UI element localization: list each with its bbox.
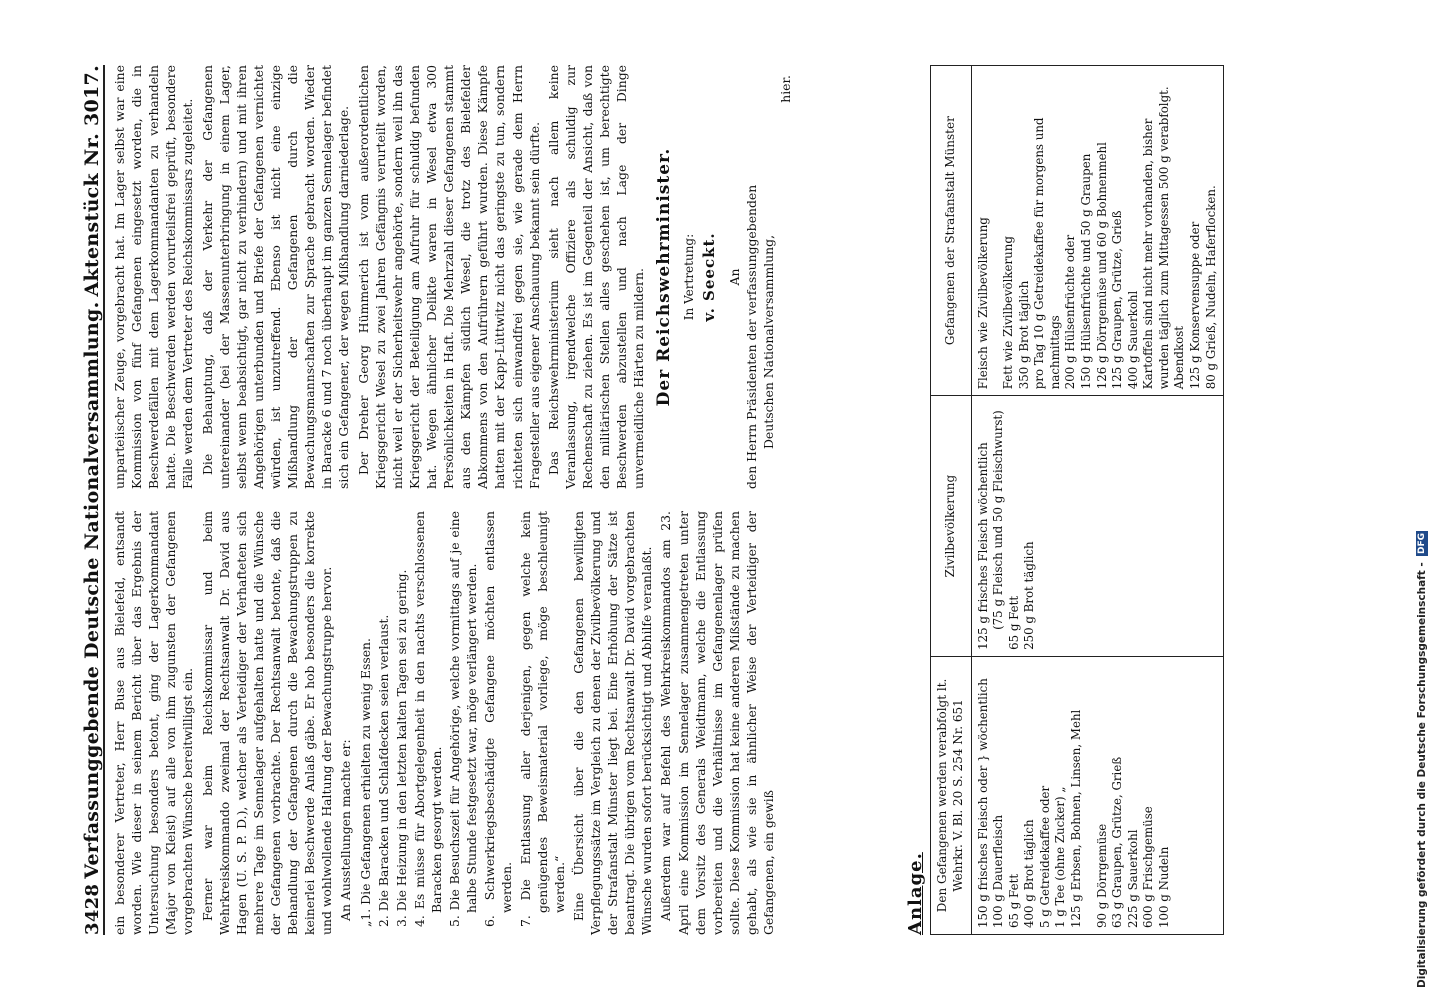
digitization-note: Digitalisierung gefördert durch die Deutsche Forschungsgemeinschaft -	[1416, 562, 1428, 988]
list-item: „1. Die Gefangenen erhielten zu wenig Essen.	[357, 638, 373, 927]
ration-line: 150 g frisches Fleisch oder } wöchentlich	[975, 678, 990, 928]
ration-line: 225 g Sauerkohl	[1125, 829, 1140, 928]
paragraph: An Ausstellungen machte er:	[338, 739, 354, 921]
addressee-line: den Herrn Präsidenten der verfassunggebenden	[744, 184, 760, 489]
ration-table	[930, 65, 1224, 935]
anlage-section	[905, 65, 1255, 935]
paragraph: Ferner war beim Reichskommissar und beim Wehrkreiskommando zweimal der Rechtsanwalt Dr. David aus Hagen (U. S. P. D.), welcher als Verteidiger der Verhafteten sich mehrere Tage im Sennelager aufgehalten hatte und die Wünsche der Gefangenen vorbrachte. Der Rechtsanwalt betonte, daß die Behandlung der Gefangenen durch die Bewachungstruppen zu keinerlei Beschwerde Anlaß gäbe. Er hob besonders die korrekte und wohlwollende Haltung der Bewachungstruppe hervor.	[199, 511, 335, 935]
address-hier: hier.	[778, 75, 794, 103]
address-an: An	[727, 268, 743, 286]
signature-block	[653, 65, 720, 489]
text-columns	[111, 65, 901, 935]
ration-line: 90 g Dörrgemüse	[1094, 823, 1109, 928]
right-column	[111, 65, 901, 489]
ration-line: 1 g Tee (ohne Zucker) „	[1053, 786, 1068, 928]
ration-line: 100 g Dauerfleisch	[991, 814, 1006, 928]
digitization-credit	[1412, 12, 1432, 988]
paragraph: Das Reichswehrministerium sieht nach allem keine Veranlassung, irgendwelche Offiziere als schuldig zur Rechenschaft zu ziehen. Es ist im Gegenteil der Ansicht, daß von den militärischen Stellen alles geschehen ist, um berechtigte Beschwerden abzustellen und nach Lage der Dinge unvermeidliche Härten zu mildern.	[545, 65, 647, 489]
page-title: Verfassunggebende Deutsche Nationalversammlung.	[81, 301, 103, 879]
ration-line: Abendkost	[1172, 325, 1187, 390]
ration-line: 125 g Erbsen, Bohnen, Linsen, Mehl	[1069, 709, 1084, 928]
anlage-title: Anlage.	[905, 852, 926, 935]
dfg-logo-icon: DFG	[1417, 533, 1427, 555]
list-item: 5. Die Besuchszeit für Angehörige, welche vormittags auf je eine halbe Stunde festgesetzt war, möge verlängert werden.	[447, 511, 480, 927]
table-header: Gefangenen der Strafanstalt Münster	[931, 66, 972, 396]
list-item: 3. Die Heizung in den letzten kalten Tagen sei zu gering.	[393, 569, 409, 927]
table-cell-strafanstalt	[971, 66, 1223, 396]
page-header	[73, 65, 105, 935]
paragraph: Eine Übersicht über die den Gefangenen bewilligten Verpflegungssätze im Vergleich zu denen der Zivilbevölkerung und der Strafanstalt Münster liegt bei. Eine Erhöhung der Sätze ist beantragt. Die übrigen vom Rechtsanwalt Dr. David vorgebrachten Wünsche wurden sofort berücksichtigt und Abhilfe veranlaßt.	[570, 511, 655, 935]
ration-spacer	[1085, 663, 1095, 928]
ration-line: 80 g Grieß, Nudeln, Haferflocken.	[1203, 185, 1218, 390]
signature-name: v. Seeckt.	[700, 232, 719, 322]
ration-line: 65 g Fett	[1006, 873, 1021, 928]
ration-line: 65 g Fett	[1006, 595, 1021, 650]
minister-title: Der Reichswehrminister.	[654, 147, 675, 407]
ration-line: Fett wie Zivilbevölkerung	[1001, 236, 1016, 390]
ration-line: 200 g Hülsenfrüchte oder	[1063, 234, 1078, 390]
ration-line: 150 g Hülsenfrüchte und 50 g Graupen	[1079, 153, 1094, 390]
ration-line: (75 g Fleisch und 50 g Fleischwurst)	[991, 410, 1006, 630]
paragraph: Der Dreher Georg Hümmerich ist vom außerordentlichen Kriegsgericht Wesel zu zwei Jahren Gefängnis verurteilt worden, nicht weil er der Sicherheitswehr angehörte, sondern weil ihn das Kriegsgericht der Beteiligung am Aufruhr für schuldig befunden hat. Wegen ähnlicher Delikte waren in Wesel etwa 300 Persönlichkeiten in Haft. Die Mehrzahl dieser Gefangenen stammt aus den Kämpfen südlich Wesel, die trotz des Bielefelder Abkommens von den Aufrührern geführt wurden. Diese Kämpfe hatten mit der Kapp-Lüttwitz nicht das geringste zu tun, sondern richteten sich einwandfrei gegen sie, wie gerade dem Herrn Fragesteller aus eigener Anschauung bekannt sein dürfte.	[355, 65, 542, 489]
ration-line: 63 g Graupen, Grütze, Grieß	[1110, 756, 1125, 928]
ration-line: 600 g Frischgemüse	[1141, 806, 1156, 928]
table-cell-civilians	[971, 396, 1223, 657]
ration-line: 400 g Brot täglich	[1022, 819, 1037, 928]
vertretung-label: In Vertretung:	[681, 233, 696, 321]
ration-line: 5 g Getreidekaffee oder	[1037, 785, 1052, 928]
list-item: 7. Die Entlassung aller derjenigen, gegen welche kein genügendes Beweismaterial vorliege, möge beschleunigt werden.“	[517, 511, 567, 927]
ration-line: 250 g Brot täglich	[1022, 541, 1037, 650]
table-cell-prisoners	[971, 656, 1223, 934]
ration-line: 125 g Graupen, Grütze, Grieß	[1110, 210, 1125, 390]
rotated-document-page	[55, 35, 1415, 965]
ration-line: 100 g Nudeln	[1156, 846, 1171, 928]
left-column	[111, 511, 901, 935]
list-item: 4. Es müsse für Abortgelegenheit in den nachts verschlossenen Baracken gesorgt werden.	[411, 511, 444, 927]
ration-line: 125 g frisches Fleisch wöchentlich	[975, 442, 990, 650]
list-item: 6. Schwerkriegsbeschädigte Gefangene möchten entlassen werden.	[482, 511, 515, 927]
ration-line: 350 g Brot täglich	[1016, 280, 1031, 390]
table-header: Zivilbevölkerung	[931, 396, 972, 657]
ration-line: 400 g Sauerkohl	[1125, 290, 1140, 390]
ration-line: Fleisch wie Zivilbevölkerung	[975, 217, 990, 390]
ration-spacer	[991, 72, 1001, 389]
ration-line: Kartoffeln sind nicht mehr vorhanden, bisher wurden täglich zum Mittagessen 500 g verabfolgt.	[1141, 86, 1171, 390]
page-number: 3428	[82, 883, 103, 935]
table-header: Den Gefangenen werden verabfolgt lt. Wehrkr. V. Bl. 20 S. 254 Nr. 651	[931, 656, 972, 934]
complaints-list	[357, 511, 568, 935]
list-item: 2. Die Baracken und Schlafdecken seien verlaust.	[375, 614, 391, 927]
document-number: Aktenstück Nr. 3017.	[81, 65, 103, 297]
ration-line: 126 g Dörrgemüse und 60 g Bohnenmehl	[1094, 142, 1109, 390]
addressee-line: Deutschen Nationalversammlung,	[761, 234, 777, 449]
paragraph: Außerdem war auf Befehl des Wehrkreiskommandos am 23. April eine Kommission im Sennelager zusammengetreten unter dem Vorsitz des Generals Weidtmann, welche die Entlassung vorbereiten und die Verhältnisse im Gefangenenlager prüfen sollte. Diese Kommission hat keine anderen Mißstände zu machen gehabt, als wie sie in ähnlicher Weise der Verteidiger der Gefangenen, ein gewiß	[658, 511, 777, 935]
ration-line: 125 g Konservensuppe oder	[1187, 221, 1202, 390]
paragraph: Die Behauptung, daß der Verkehr der Gefangenen untereinander (bei der Massenunterbringung in einem Lager, selbst wenn beabsichtigt, gar nicht zu verhindern) und mit ihren Angehörigen unterbunden und Briefe der Gefangenen vernichtet würden, ist unzutreffend. Ebenso ist nicht eine einzige Mißhandlung der Gefangenen durch die Bewachungsmannschaften zur Sprache gebracht worden. Wieder in Baracke 6 und 7 noch überhaupt im ganzen Sennelager befindet sich ein Gefangener, der wegen Mißhandlung darniederlage.	[199, 65, 352, 489]
paragraph: ein besonderer Vertreter, Herr Buse aus Bielefeld, entsandt worden. Wie dieser in seinem Bericht über das Ergebnis der Untersuchung besonders betont, ging der Lagerkommandant (Major von Kleist) auf alle von ihm zugunsten der Gefangenen vorgebrachten Wünsche bereitwilligst ein.	[112, 511, 196, 935]
paragraph: unparteiischer Zeuge, vorgebracht hat. Im Lager selbst war eine Kommission von fünf Gefangenen eingesetzt worden, die in Beschwerdefällen mit dem Lagerkommandanten zu verhandeln hatte. Die Beschwerden werden vorurteilsfrei geprüft, besondere Fälle werden dem Vertreter des Reichskommissars zugeleitet.	[112, 65, 196, 489]
ration-line: pro Tag 10 g Getreidekaffee für morgens und nachmittags	[1032, 117, 1062, 390]
address-block	[726, 65, 794, 489]
